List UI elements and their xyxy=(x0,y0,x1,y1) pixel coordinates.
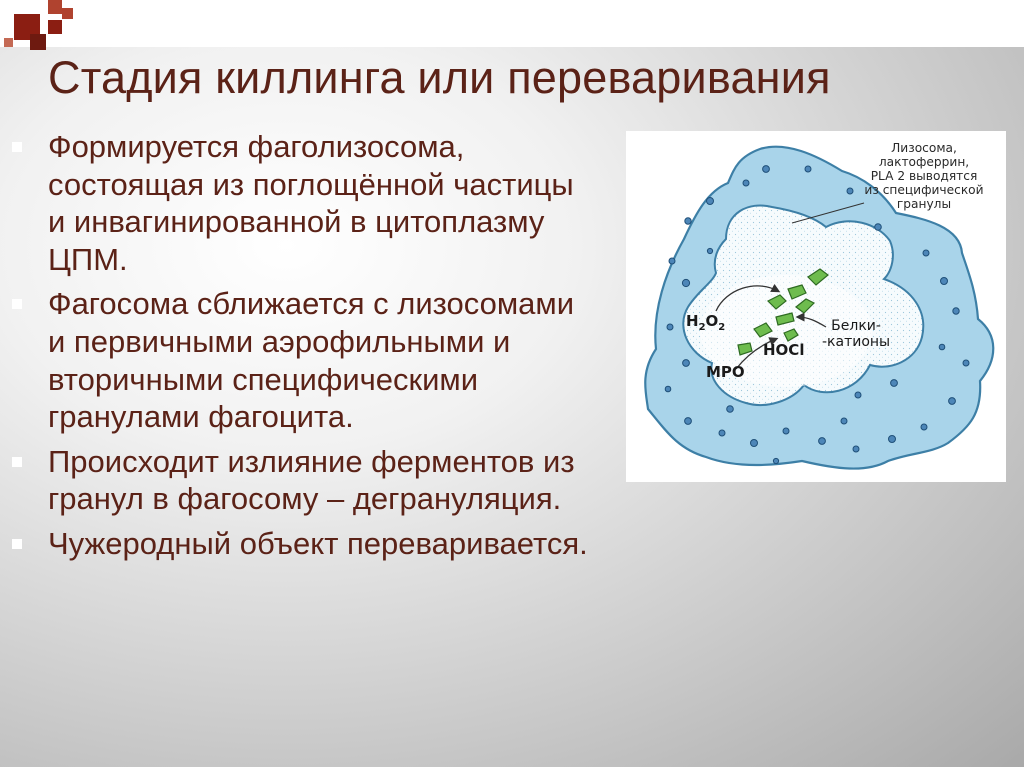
bullet-text: Фагосома сближается с лизосомами и первичными аэрофильными и вторичными специфическими гранулами фагоцита. xyxy=(48,286,575,435)
bullet-item xyxy=(10,443,590,518)
cations-line: Белки- xyxy=(831,318,881,334)
caption-line: из специфической xyxy=(864,183,984,197)
phagocyte-diagram xyxy=(626,131,1006,482)
cation-proteins-label xyxy=(822,318,890,350)
decorative-square xyxy=(48,20,62,34)
decorative-square xyxy=(30,34,46,50)
decorative-square xyxy=(4,38,13,47)
cations-line: -катионы xyxy=(822,334,891,350)
caption-line: гранулы xyxy=(896,197,952,211)
square-bullet-icon xyxy=(12,142,22,152)
slide-title: Стадия киллинга или переваривания xyxy=(48,52,831,103)
bullet-text: Происходит излияние ферментов из гранул в фагосому – дегрануляция. xyxy=(48,443,575,517)
top-band xyxy=(0,0,1024,47)
square-bullet-icon xyxy=(12,457,22,467)
square-bullet-icon xyxy=(12,299,22,309)
caption-line: PLA 2 выводятся xyxy=(870,169,978,183)
bullet-text: Формируется фаголизосома, состоящая из поглощённой частицы и инвагинированной в цитоплазму ЦПМ. xyxy=(48,129,574,277)
lysosome-caption xyxy=(844,141,1004,211)
caption-line: Лизосома, xyxy=(891,141,957,155)
bullet-list xyxy=(10,128,590,570)
bullet-item xyxy=(10,285,590,435)
bullet-text: Чужеродный объект переваривается. xyxy=(48,525,588,561)
h2o2-label: $H_2O_2$ xyxy=(686,312,726,333)
bullet-item xyxy=(10,128,590,278)
caption-line: лактоферрин, xyxy=(878,155,970,169)
mpo-label: МРО xyxy=(706,363,745,381)
hocl-label: HOCl xyxy=(763,341,805,359)
decorative-square xyxy=(48,0,62,14)
decorative-square xyxy=(62,8,73,19)
square-bullet-icon xyxy=(12,539,22,549)
bullet-item xyxy=(10,525,590,563)
